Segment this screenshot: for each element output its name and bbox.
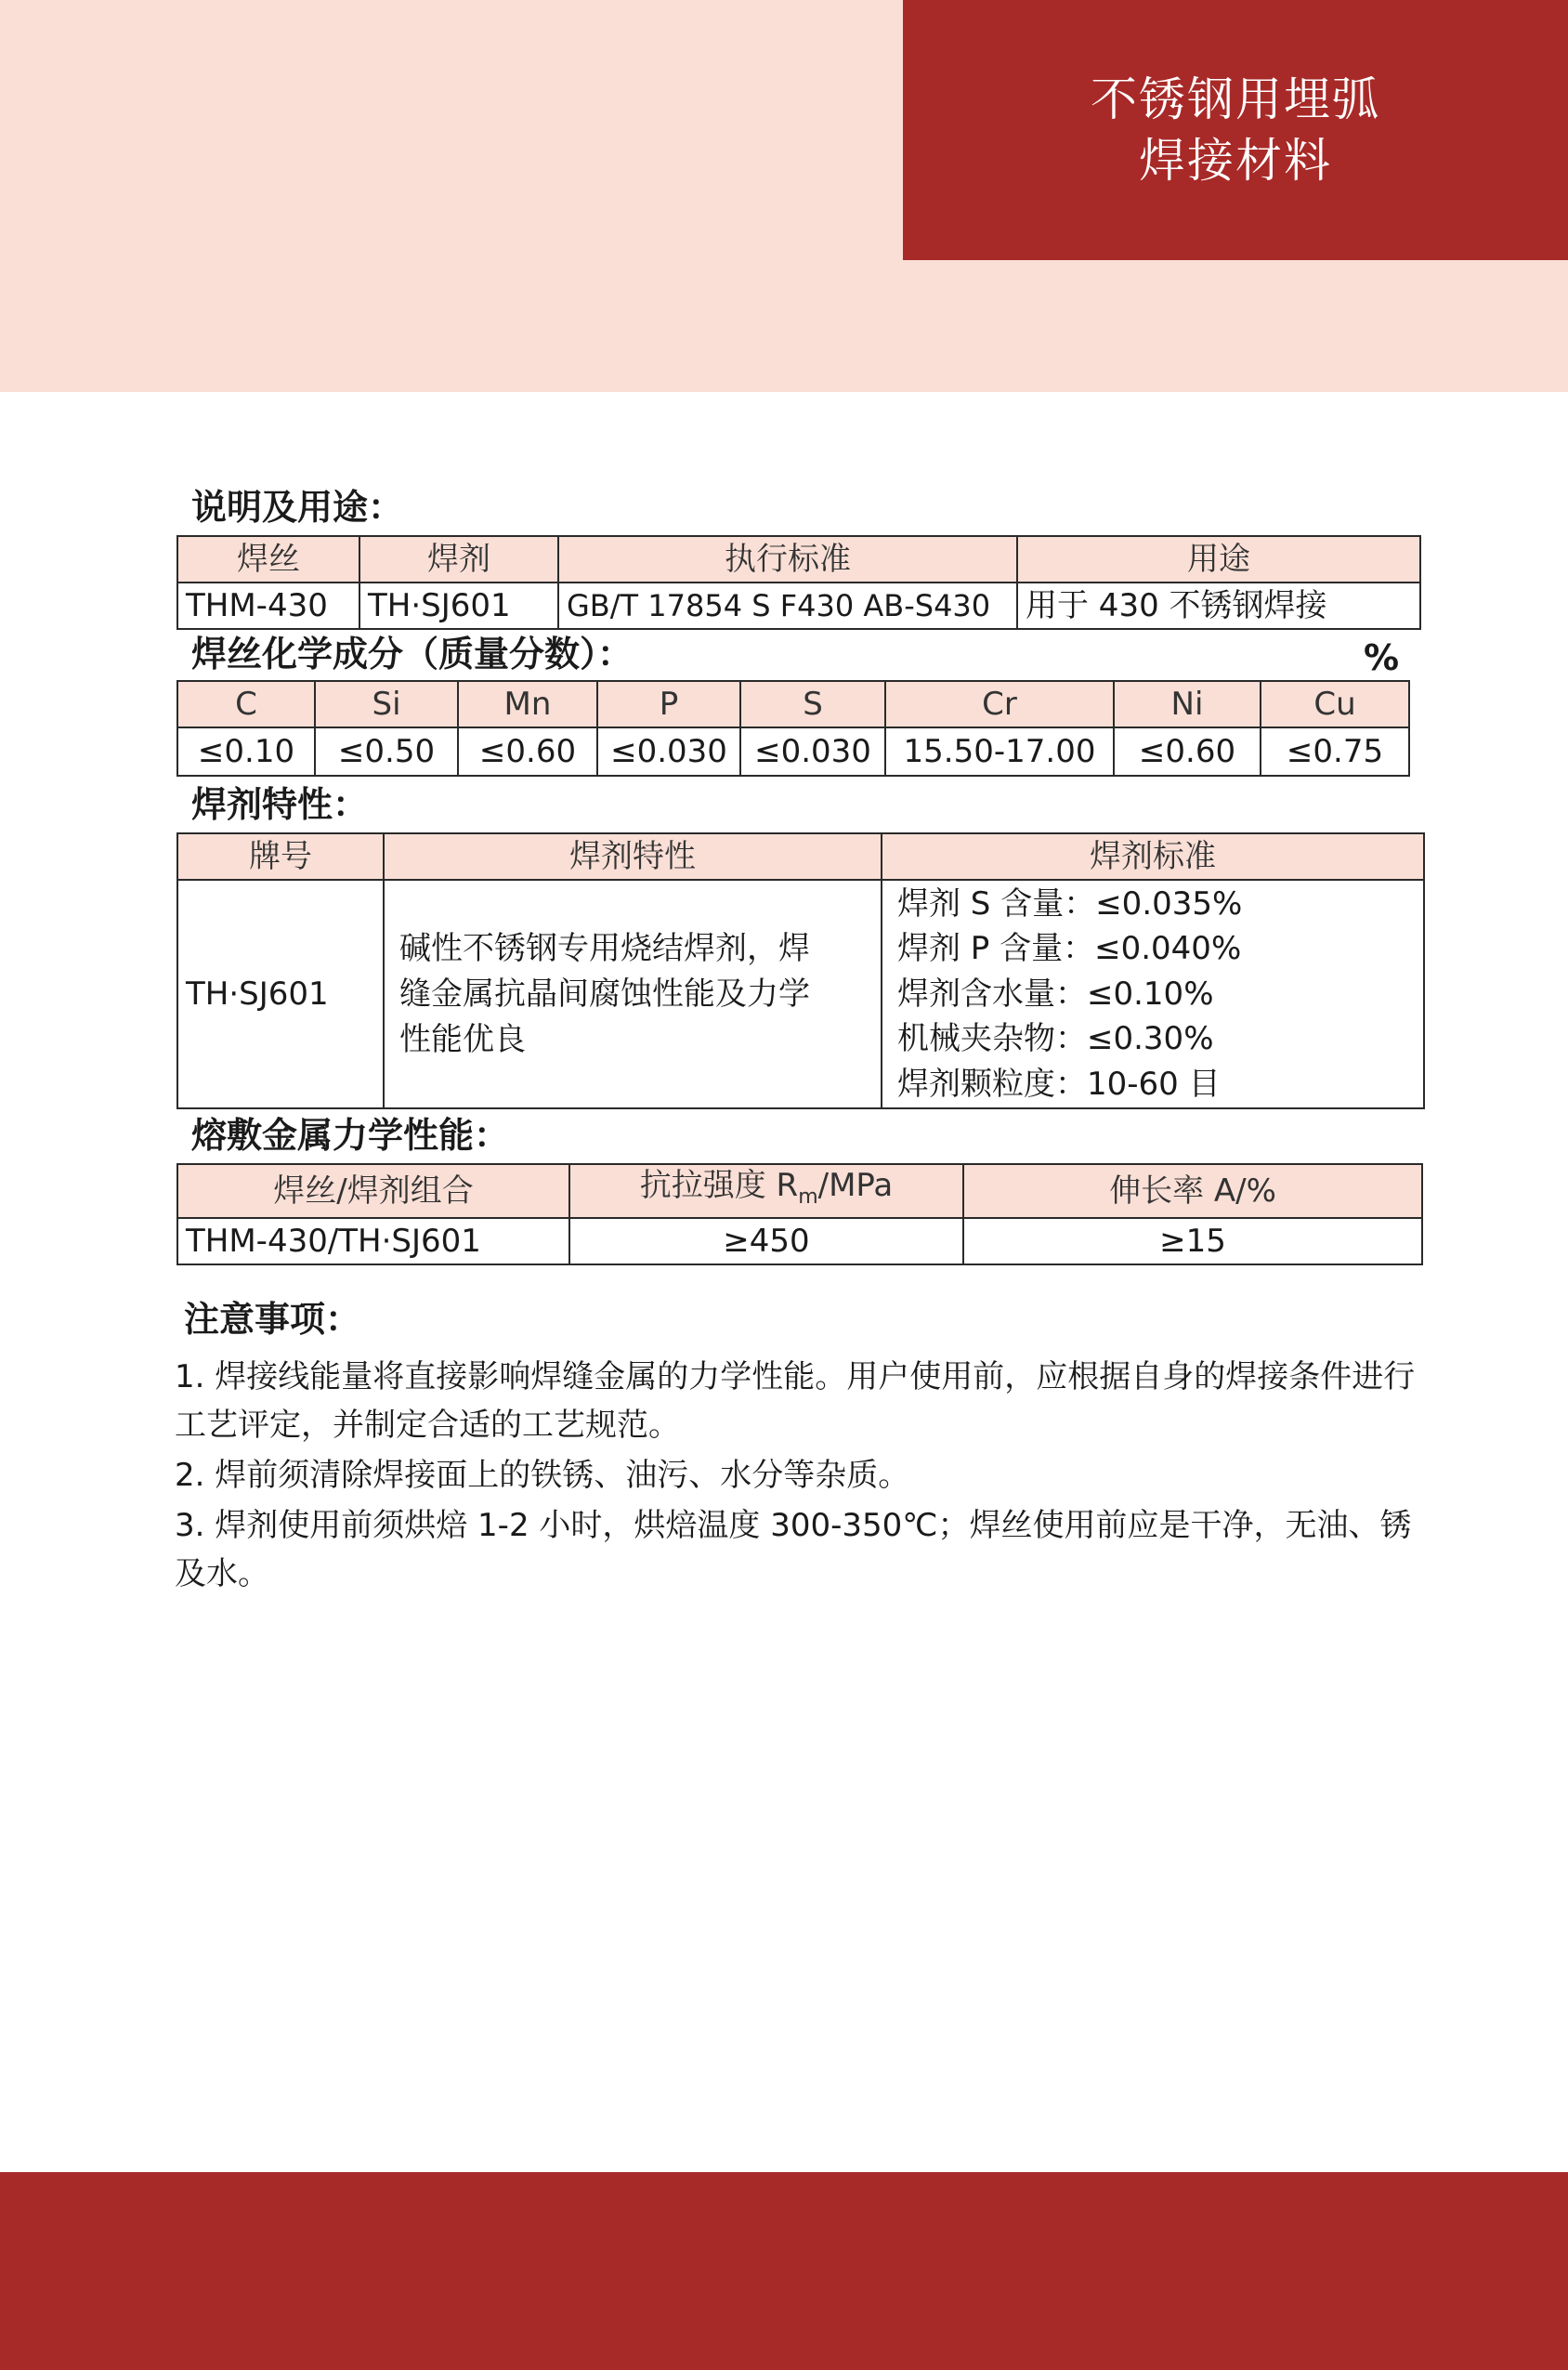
usage-header-row [177, 536, 1420, 583]
element-si: Si [315, 681, 458, 727]
mechanical-header-row [177, 1164, 1422, 1218]
mechanical-combo: THM-430/TH·SJ601 [177, 1218, 569, 1264]
footer-band [0, 2172, 1568, 2370]
section-title-mechanical: 熔敷金属力学性能： [191, 1115, 510, 1156]
element-s: S [740, 681, 885, 727]
mechanical-row [177, 1218, 1422, 1264]
flux-std-inclusions: 机械夹杂物：≤0.30% [897, 1020, 1214, 1058]
value-c: ≤0.10 [177, 727, 315, 776]
usage-application: 用于 430 不锈钢焊接 [1017, 583, 1420, 629]
flux-brand: TH·SJ601 [177, 880, 384, 1108]
value-s: ≤0.030 [740, 727, 885, 776]
section-title-composition: 焊丝化学成分（质量分数）： [191, 634, 634, 674]
section-title-notes: 注意事项： [184, 1299, 361, 1340]
title-box [903, 0, 1568, 260]
usage-header-flux: 焊剂 [359, 536, 558, 583]
section-title-usage: 说明及用途： [191, 487, 404, 528]
element-ni: Ni [1114, 681, 1261, 727]
note-item-3: 3. 焊剂使用前须烘焙 1-2 小时，烘焙温度 300-350℃；焊丝使用前应是干净，无油、锈及水。 [175, 1507, 1412, 1592]
mechanical-tensile: ≥450 [569, 1218, 963, 1264]
flux-std-sulfur: 焊剂 S 含量：≤0.035% [897, 884, 1243, 923]
mechanical-header-tensile [569, 1164, 963, 1218]
usage-table [176, 535, 1421, 630]
element-mn: Mn [458, 681, 597, 727]
flux-char-line-2: 缝金属抗晶间腐蚀性能及力学 [399, 975, 810, 1013]
flux-std-phosphorus: 焊剂 P 含量：≤0.040% [897, 930, 1242, 968]
value-ni: ≤0.60 [1114, 727, 1261, 776]
section-title-flux: 焊剂特性： [191, 784, 369, 825]
note-item-1: 1. 焊接线能量将直接影响焊缝金属的力学性能。用户使用前，应根据自身的焊接条件进行工艺评定，并制定合适的工艺规范。 [175, 1358, 1416, 1444]
element-cu: Cu [1261, 681, 1409, 727]
element-p: P [597, 681, 740, 727]
flux-header-standard: 焊剂标准 [882, 833, 1424, 880]
unit-percent: % [1364, 637, 1400, 678]
element-cr: Cr [885, 681, 1114, 727]
usage-header-standard: 执行标准 [558, 536, 1017, 583]
flux-table [176, 832, 1425, 1109]
mechanical-table [176, 1163, 1423, 1265]
usage-header-wire: 焊丝 [177, 536, 359, 583]
flux-standards [882, 880, 1424, 1108]
mechanical-header-elongation: 伸长率 A/% [963, 1164, 1422, 1218]
flux-char-line-3: 性能优良 [399, 1020, 526, 1058]
title-line-2: 焊接材料 [1139, 134, 1332, 188]
value-mn: ≤0.60 [458, 727, 597, 776]
composition-table [176, 680, 1410, 777]
value-si: ≤0.50 [315, 727, 458, 776]
usage-wire: THM-430 [177, 583, 359, 629]
flux-char-line-1: 碱性不锈钢专用烧结焊剂，焊 [399, 929, 810, 967]
tensile-label: 抗拉强度 R [639, 1166, 799, 1204]
usage-standard: GB/T 17854 S F430 AB-S430 [558, 583, 1017, 629]
mechanical-elongation: ≥15 [963, 1218, 1422, 1264]
usage-row [177, 583, 1420, 629]
mechanical-header-combo: 焊丝/焊剂组合 [177, 1164, 569, 1218]
flux-header-characteristics: 焊剂特性 [384, 833, 882, 880]
value-cr: 15.50-17.00 [885, 727, 1114, 776]
flux-std-moisture: 焊剂含水量：≤0.10% [897, 975, 1214, 1013]
note-item-2: 2. 焊前须清除焊接面上的铁锈、油污、水分等杂质。 [175, 1457, 910, 1494]
flux-row [177, 880, 1424, 1108]
usage-flux: TH·SJ601 [359, 583, 558, 629]
tensile-subscript: m [798, 1185, 818, 1209]
flux-std-granularity: 焊剂颗粒度：10-60 目 [897, 1065, 1221, 1103]
title-line-1: 不锈钢用埋弧 [1091, 72, 1380, 126]
flux-header-row [177, 833, 1424, 880]
notes-list [175, 1353, 1419, 1600]
composition-header-row [177, 681, 1409, 727]
usage-header-application: 用途 [1017, 536, 1420, 583]
value-p: ≤0.030 [597, 727, 740, 776]
flux-characteristics [384, 880, 882, 1108]
tensile-unit: /MPa [817, 1166, 894, 1204]
flux-header-brand: 牌号 [177, 833, 384, 880]
value-cu: ≤0.75 [1261, 727, 1409, 776]
composition-value-row [177, 727, 1409, 776]
element-c: C [177, 681, 315, 727]
